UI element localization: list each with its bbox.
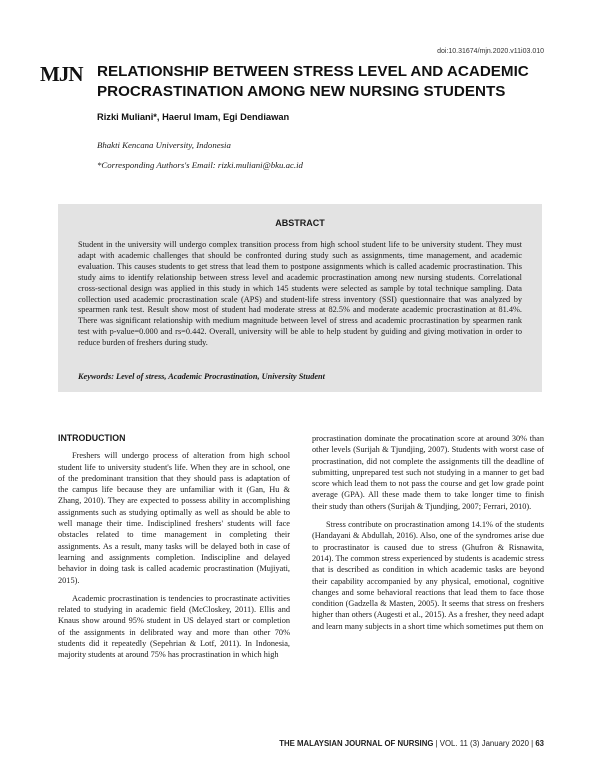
affiliation: Bhakti Kencana University, Indonesia bbox=[97, 140, 231, 150]
footer-journal: THE MALAYSIAN JOURNAL OF NURSING bbox=[279, 739, 434, 748]
paragraph: Stress contribute on procrastination among 14.1% of the students (Handayani & Abdullah, 2016). Also, one of the syndromes arise due to procrastinator is caused due to stress (Ghufron & Risnawita, 2014). The common stress experienced by students is academic stress that is described as condition in which academic tasks are beyond their capability accompanied by any physical, emotional, cognitive changes and some behavioral reactions that lead them to face those condition (Gadzella & Masten, 2005). It seems that stress on freshers higher than others (Augesti et al., 2015). As a fresher, they need adapt and learn many subjects in a short time which sometimes put them on bbox=[312, 520, 544, 631]
abstract-heading: ABSTRACT bbox=[275, 218, 325, 228]
paragraph: procrastination dominate the procatination score at around 30% than other levels (Surijah & Tjundjing, 2007). Students with worst case of procrastination, did not complete the assignments till the deadline of submitting, unprepared test such not studying in a manner to get bad score which lead them to not pass the course and get low grade point average (GPA). All these made them to take longer time to finish their study than others (Surijah & Tjundjing, 2007; Ferrari, 2010). bbox=[312, 434, 544, 511]
doi: doi:10.31674/mjn.2020.v11i03.010 bbox=[437, 48, 544, 55]
keywords: Keywords: Level of stress, Academic Procrastination, University Student bbox=[78, 372, 325, 381]
abstract-text: Student in the university will undergo complex transition process from high school student life to be university student. They must adapt with academic challenges that should be confronted during study such as assignments, time management, and academic evaluation. This causes students to get stress that lead them to postpone assignments which is called academic procrastination. This study aims to identify relationship between stress level and academic procrastination among new nursing students. Correlational cross-sectional design was applied in this study in which 145 students were selected as sample by total technique sampling. Data collection used academic procrastination scale (APS) and student-life stress inventory (SSI) questionnaire that was analyzed by spearmen rank test. Result show most of student had moderate stress at 82.5% and moderate academic procrastination at 81.4%. There was significant relationship with medium magnitude between level of stress and academic procrastination by spearmen rank test with p-value=0.000 and rs=0.442. Overall, university will be able to help student by guiding and giving motivation in order to reduce burden of freshers during study. bbox=[78, 240, 522, 348]
introduction-heading: INTRODUCTION bbox=[58, 433, 126, 443]
article-title: RELATIONSHIP BETWEEN STRESS LEVEL AND ACADEMIC PROCRASTINATION AMONG NEW NURSING STUDENTS bbox=[97, 63, 529, 100]
column-right bbox=[312, 433, 544, 639]
authors: Rizki Muliani*, Haerul Imam, Egi Dendiawan bbox=[97, 112, 290, 122]
footer-volume: VOL. 11 (3) bbox=[439, 739, 480, 748]
journal-logo: MJN bbox=[40, 62, 83, 86]
corresponding-email: *Corresponding Authors's Email: rizki.muliani@bku.ac.id bbox=[97, 160, 303, 170]
footer-page-number: 63 bbox=[535, 739, 544, 748]
paragraph: Academic procrastination is tendencies to procrastinate activities related to studying in academic field (McCloskey, 2011). Ellis and Knaus show around 95% student in US delayed start or completion of the assignments in delibrated way and more than other 70% students did it repeatedly (Sepehrian & Lotf, 2011). In Indonesia, majority students at around 75% has procrastination in which high bbox=[58, 593, 290, 660]
column-left bbox=[58, 433, 290, 668]
footer-date: January 2020 bbox=[481, 739, 529, 748]
paragraph: Freshers will undergo process of alteration from high school student life to university student's life. When they are in school, one of the predominant transition that they should pass is adaptation of the campus life because they are unfamiliar with it (Gan, Hu & Zhang, 2010). They are expected to possess ability in accomplishing assignments such as studying optimally as well as should be able to well manage their time. Indisciplined freshers' students will face obstacles related to time management in completing their assignments. As a result, many tasks will be delayed both in case of learning and assignments completion. Indiscipline and delayed behavior in doing task is called academic procrastination (Mujiyati, 2015). bbox=[58, 451, 290, 585]
page-footer: THE MALAYSIAN JOURNAL OF NURSING | VOL. 11 (3) January 2020 | 63 bbox=[279, 739, 544, 748]
